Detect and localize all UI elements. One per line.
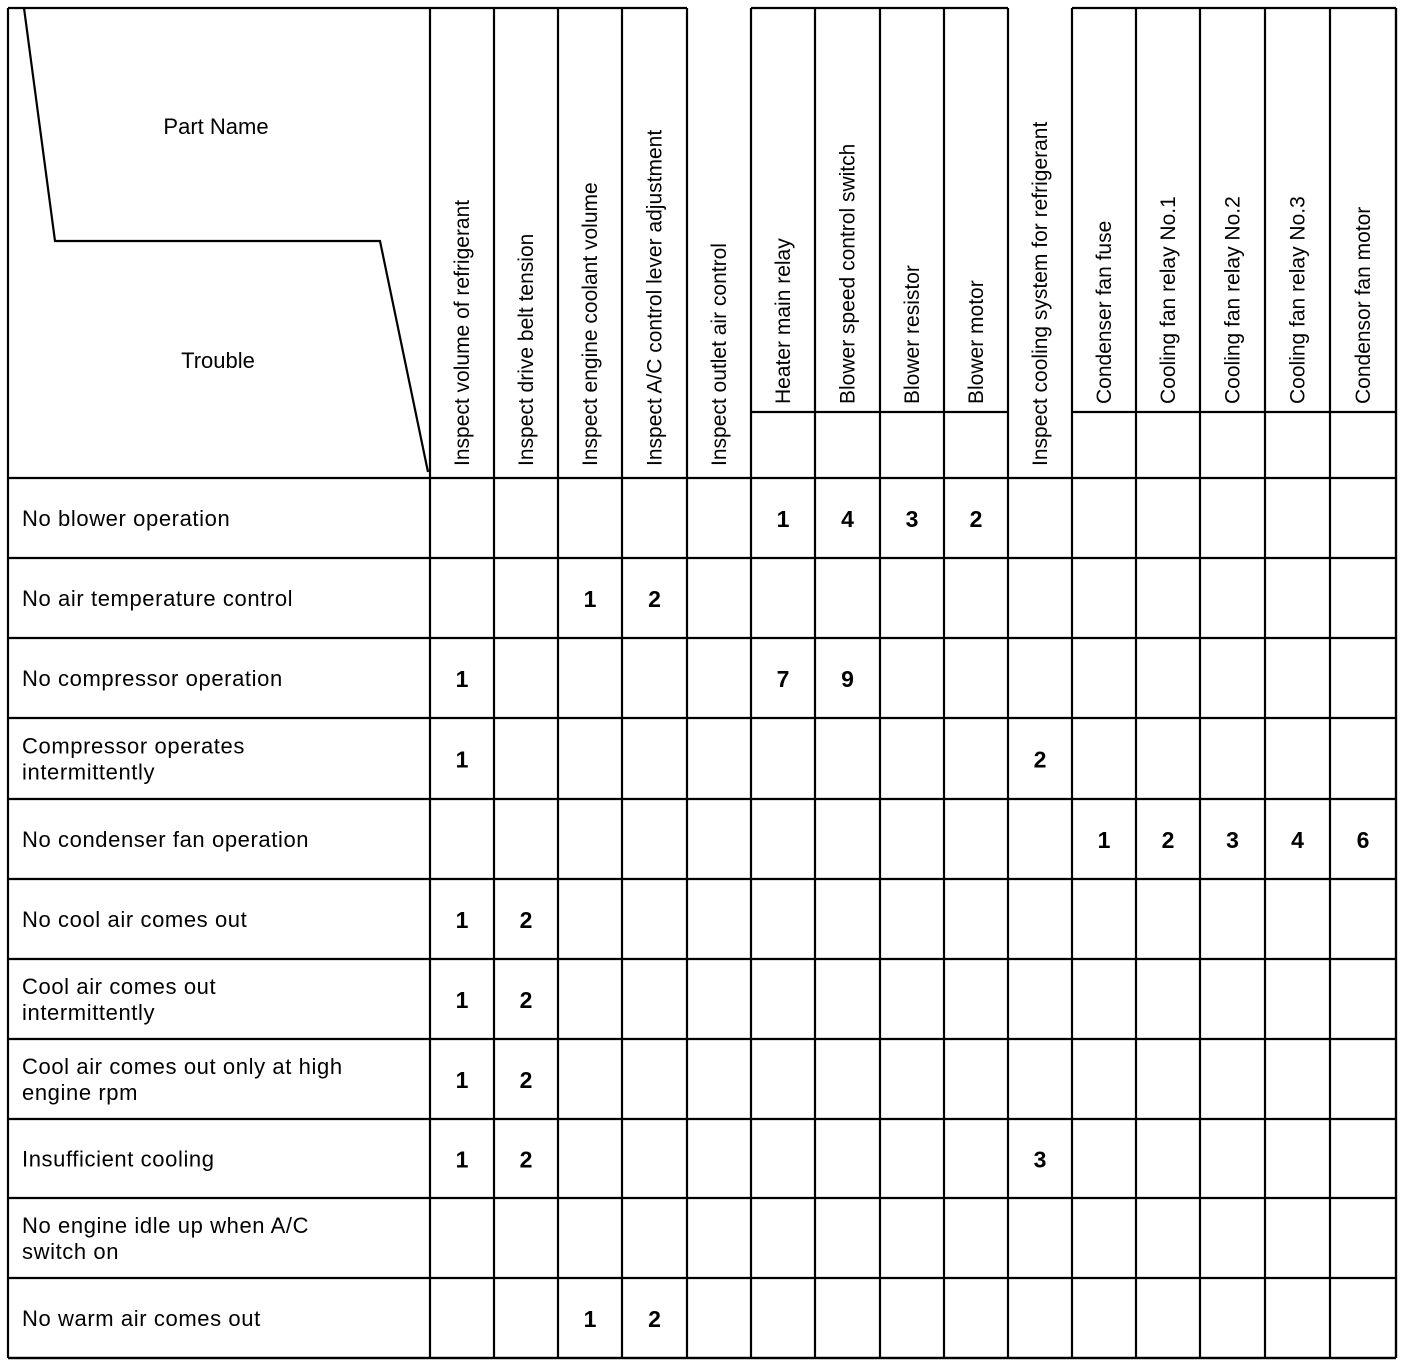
corner-divider bbox=[24, 8, 428, 472]
priority-value: 1 bbox=[455, 746, 469, 773]
priority-value: 2 bbox=[519, 1067, 533, 1093]
trouble-label: No engine idle up when A/C bbox=[22, 1213, 310, 1238]
priority-value: 1 bbox=[1097, 827, 1111, 853]
trouble-label: switch on bbox=[22, 1239, 120, 1264]
column-header: Inspect cooling system for refrigerant bbox=[1029, 121, 1052, 466]
column-header: Inspect A/C control lever adjustment bbox=[643, 129, 667, 466]
trouble-label: No warm air comes out bbox=[22, 1306, 261, 1331]
trouble-label: intermittently bbox=[22, 1000, 156, 1025]
priority-value: 2 bbox=[648, 586, 661, 612]
column-header: Cooling fan relay No.1 bbox=[1157, 196, 1180, 404]
column-header: Cooling fan relay No.3 bbox=[1286, 196, 1310, 404]
priority-value: 2 bbox=[969, 506, 983, 532]
trouble-label: No compressor operation bbox=[22, 666, 283, 691]
trouble-label: Insufficient cooling bbox=[22, 1146, 215, 1172]
priority-value: 1 bbox=[455, 1146, 469, 1173]
priority-value: 1 bbox=[583, 586, 597, 612]
column-header: Inspect engine coolant volume bbox=[579, 182, 602, 466]
priority-value: 2 bbox=[1033, 746, 1047, 773]
priority-value: 1 bbox=[455, 1067, 469, 1093]
trouble-label: No cool air comes out bbox=[22, 907, 248, 932]
column-header: Inspect drive belt tension bbox=[515, 233, 538, 466]
column-header: Inspect outlet air control bbox=[708, 243, 731, 466]
priority-value: 1 bbox=[583, 1306, 597, 1332]
column-header: Inspect volume of refrigerant bbox=[451, 199, 474, 466]
priority-value: 6 bbox=[1356, 827, 1370, 853]
column-header: Blower resistor bbox=[901, 265, 924, 404]
priority-value: 2 bbox=[519, 907, 533, 933]
trouble-label: engine rpm bbox=[22, 1080, 139, 1105]
trouble-label: intermittently bbox=[22, 759, 156, 785]
column-header: Blower motor bbox=[965, 280, 988, 404]
trouble-label: Cool air comes out bbox=[22, 974, 217, 999]
corner-trouble-label: Trouble bbox=[181, 348, 255, 373]
trouble-label: No air temperature control bbox=[22, 586, 294, 611]
trouble-label: Compressor operates bbox=[22, 733, 245, 759]
priority-value: 2 bbox=[519, 987, 533, 1013]
trouble-label: No blower operation bbox=[22, 506, 231, 531]
column-header: Cooling fan relay No.2 bbox=[1221, 196, 1245, 404]
priority-value: 1 bbox=[455, 666, 469, 692]
priority-value: 3 bbox=[1033, 1146, 1047, 1173]
priority-value: 4 bbox=[1291, 827, 1304, 853]
priority-value: 7 bbox=[776, 666, 790, 692]
trouble-label: No condenser fan operation bbox=[22, 827, 310, 852]
corner-part-name-label: Part Name bbox=[163, 114, 269, 139]
column-header: Condenser fan fuse bbox=[1093, 220, 1116, 404]
priority-value: 1 bbox=[455, 987, 469, 1013]
priority-value: 2 bbox=[519, 1146, 533, 1173]
column-header: Condensor fan motor bbox=[1352, 206, 1375, 404]
priority-value: 2 bbox=[648, 1306, 661, 1332]
priority-value: 4 bbox=[841, 506, 854, 532]
priority-value: 9 bbox=[841, 666, 854, 692]
priority-value: 1 bbox=[776, 506, 790, 532]
trouble-label: Cool air comes out only at high bbox=[22, 1054, 343, 1079]
priority-value: 3 bbox=[1226, 827, 1239, 853]
priority-value: 2 bbox=[1161, 827, 1175, 853]
column-header: Heater main relay bbox=[772, 238, 795, 404]
priority-value: 3 bbox=[905, 506, 919, 532]
priority-value: 1 bbox=[455, 907, 469, 933]
column-header: Blower speed control switch bbox=[836, 143, 860, 404]
